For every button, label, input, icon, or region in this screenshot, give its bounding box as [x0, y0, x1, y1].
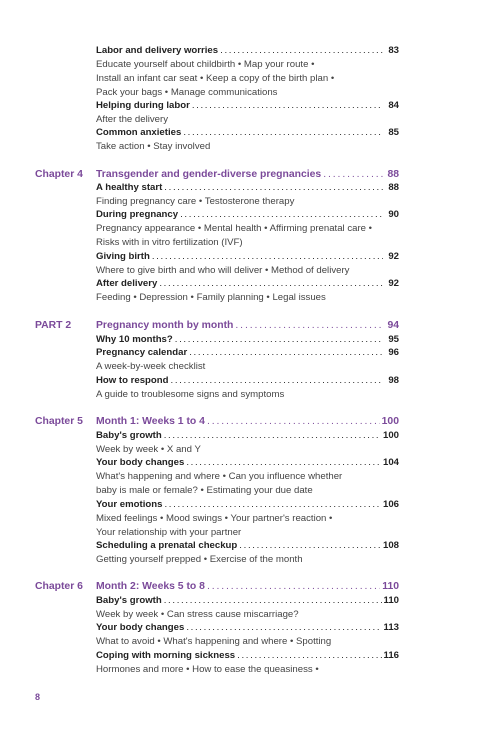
- toc-entry: [96, 208, 399, 222]
- toc-entry: [96, 621, 399, 635]
- toc-entry-title: Your body changes: [96, 622, 185, 633]
- toc-entry-title: How to respond: [96, 375, 169, 386]
- leader-dots: [235, 319, 383, 333]
- toc-subtopics: Risks with in vitro fertilization (IVF): [96, 237, 243, 248]
- toc-entry-title: Your emotions: [96, 499, 163, 510]
- toc-entry-title: Coping with morning sickness: [96, 650, 236, 661]
- chapter-page: 110: [382, 581, 399, 592]
- toc-entry-title: Giving birth: [96, 251, 150, 262]
- chapter-title: Transgender and gender-diverse pregnancies: [96, 169, 322, 180]
- toc-entry-page: 100: [382, 430, 399, 441]
- leader-dots: [186, 621, 381, 635]
- toc-subtopics: Finding pregnancy care • Testosterone therapy: [96, 196, 295, 207]
- leader-dots: [183, 126, 383, 140]
- toc-entry: [96, 539, 399, 553]
- toc-entry-title: Baby's growth: [96, 430, 162, 441]
- toc-entry: [96, 333, 399, 347]
- toc-subtopics: A guide to troublesome signs and symptoms: [96, 389, 285, 400]
- part-page: 94: [387, 320, 399, 331]
- toc-subtopics: Getting yourself prepped • Exercise of the month: [96, 554, 303, 565]
- chapter-title: Month 2: Weeks 5 to 8: [96, 581, 205, 592]
- leader-dots: [152, 250, 383, 264]
- toc-entry: [96, 277, 399, 291]
- chapter-label: Chapter 6: [35, 581, 83, 592]
- toc-subtopics: What to avoid • What's happening and where • Spotting: [96, 636, 332, 647]
- toc-entry-title: A healthy start: [96, 182, 163, 193]
- toc-subtopics: Feeding • Depression • Family planning • Legal issues: [96, 292, 326, 303]
- toc-subtopics: Where to give birth and who will deliver • Method of delivery: [96, 265, 350, 276]
- toc-entry: [96, 649, 399, 663]
- toc-entry-page: 104: [382, 457, 399, 468]
- toc-entry-page: 92: [388, 251, 399, 262]
- toc-subtopics: A week-by-week checklist: [96, 361, 206, 372]
- toc-entry: [96, 346, 399, 360]
- leader-dots: [170, 374, 383, 388]
- toc-subtopics: Educate yourself about childbirth • Map your route •: [96, 59, 315, 70]
- toc-subtopics: After the delivery: [96, 114, 168, 125]
- chapter-label: Chapter 5: [35, 416, 83, 427]
- toc-entry-page: 106: [382, 499, 399, 510]
- toc-subtopics: Your relationship with your partner: [96, 527, 242, 538]
- leader-dots: [323, 168, 383, 182]
- toc-entry-page: 85: [388, 127, 399, 138]
- leader-dots: [164, 181, 383, 195]
- toc-subtopics: What's happening and where • Can you influence whether: [96, 471, 343, 482]
- leader-dots: [175, 333, 383, 347]
- toc-entry-page: 110: [383, 595, 399, 606]
- leader-dots: [180, 208, 383, 222]
- leader-dots: [164, 429, 381, 443]
- toc-entry: [96, 498, 399, 512]
- chapter-title: Month 1: Weeks 1 to 4: [96, 416, 205, 427]
- toc-entry: [96, 99, 399, 113]
- toc-subtopics: Week by week • X and Y: [96, 444, 201, 455]
- toc-entry-title: Scheduling a prenatal checkup: [96, 540, 238, 551]
- toc-entry: [96, 429, 399, 443]
- toc-entry: [96, 44, 399, 58]
- leader-dots: [164, 498, 381, 512]
- chapter-label: Chapter 4: [35, 169, 83, 180]
- chapter-page: 88: [387, 169, 399, 180]
- toc-entry-title: Pregnancy calendar: [96, 347, 188, 358]
- part-label: PART 2: [35, 320, 72, 331]
- toc-entry-page: 90: [388, 209, 399, 220]
- toc-entry-title: Common anxieties: [96, 127, 182, 138]
- toc-entry-title: After delivery: [96, 278, 158, 289]
- leader-dots: [192, 99, 383, 113]
- toc-subtopics: Install an infant car seat • Keep a copy of the birth plan •: [96, 73, 335, 84]
- leader-dots: [239, 539, 381, 553]
- chapter-heading: [96, 415, 399, 429]
- toc-entry-page: 95: [388, 334, 399, 345]
- toc-entry: [96, 374, 399, 388]
- leader-dots: [207, 580, 380, 594]
- leader-dots: [159, 277, 383, 291]
- toc-entry: [96, 126, 399, 140]
- chapter-heading: [96, 580, 399, 594]
- toc-subtopics: baby is male or female? • Estimating your due date: [96, 485, 313, 496]
- page-number: 8: [35, 692, 41, 702]
- toc-entry: [96, 456, 399, 470]
- toc-entry-title: Helping during labor: [96, 100, 190, 111]
- leader-dots: [186, 456, 381, 470]
- part-title: Pregnancy month by month: [96, 320, 234, 331]
- toc-entry: [96, 181, 399, 195]
- toc-subtopics: Take action • Stay involved: [96, 141, 211, 152]
- part-heading: [96, 319, 399, 333]
- leader-dots: [164, 594, 382, 608]
- toc-entry-title: Your body changes: [96, 457, 185, 468]
- chapter-page: 100: [381, 416, 399, 427]
- toc-entry-page: 92: [388, 278, 399, 289]
- toc-entry-page: 98: [388, 375, 399, 386]
- leader-dots: [189, 346, 383, 360]
- toc-entry-page: 108: [382, 540, 399, 551]
- toc-subtopics: Pack your bags • Manage communications: [96, 87, 278, 98]
- toc-entry-title: Why 10 months?: [96, 334, 173, 345]
- leader-dots: [220, 44, 383, 58]
- toc-entry-title: Baby's growth: [96, 595, 162, 606]
- toc-entry-page: 84: [388, 100, 399, 111]
- toc-entry-title: Labor and delivery worries: [96, 45, 219, 56]
- toc-entry: [96, 250, 399, 264]
- chapter-heading: [96, 168, 399, 182]
- toc-entry-title: During pregnancy: [96, 209, 179, 220]
- toc-subtopics: Pregnancy appearance • Mental health • Affirming prenatal care •: [96, 223, 373, 234]
- toc-entry-page: 96: [388, 347, 399, 358]
- toc-entry: [96, 594, 399, 608]
- toc-subtopics: Mixed feelings • Mood swings • Your partner's reaction •: [96, 513, 333, 524]
- leader-dots: [237, 649, 381, 663]
- toc-entry-page: 83: [388, 45, 399, 56]
- toc-subtopics: Hormones and more • How to ease the queasiness •: [96, 664, 319, 675]
- toc-entry-page: 113: [383, 622, 399, 633]
- leader-dots: [207, 415, 380, 429]
- toc-entry-page: 88: [388, 182, 399, 193]
- toc-entry-page: 116: [383, 650, 399, 661]
- toc-subtopics: Week by week • Can stress cause miscarriage?: [96, 609, 299, 620]
